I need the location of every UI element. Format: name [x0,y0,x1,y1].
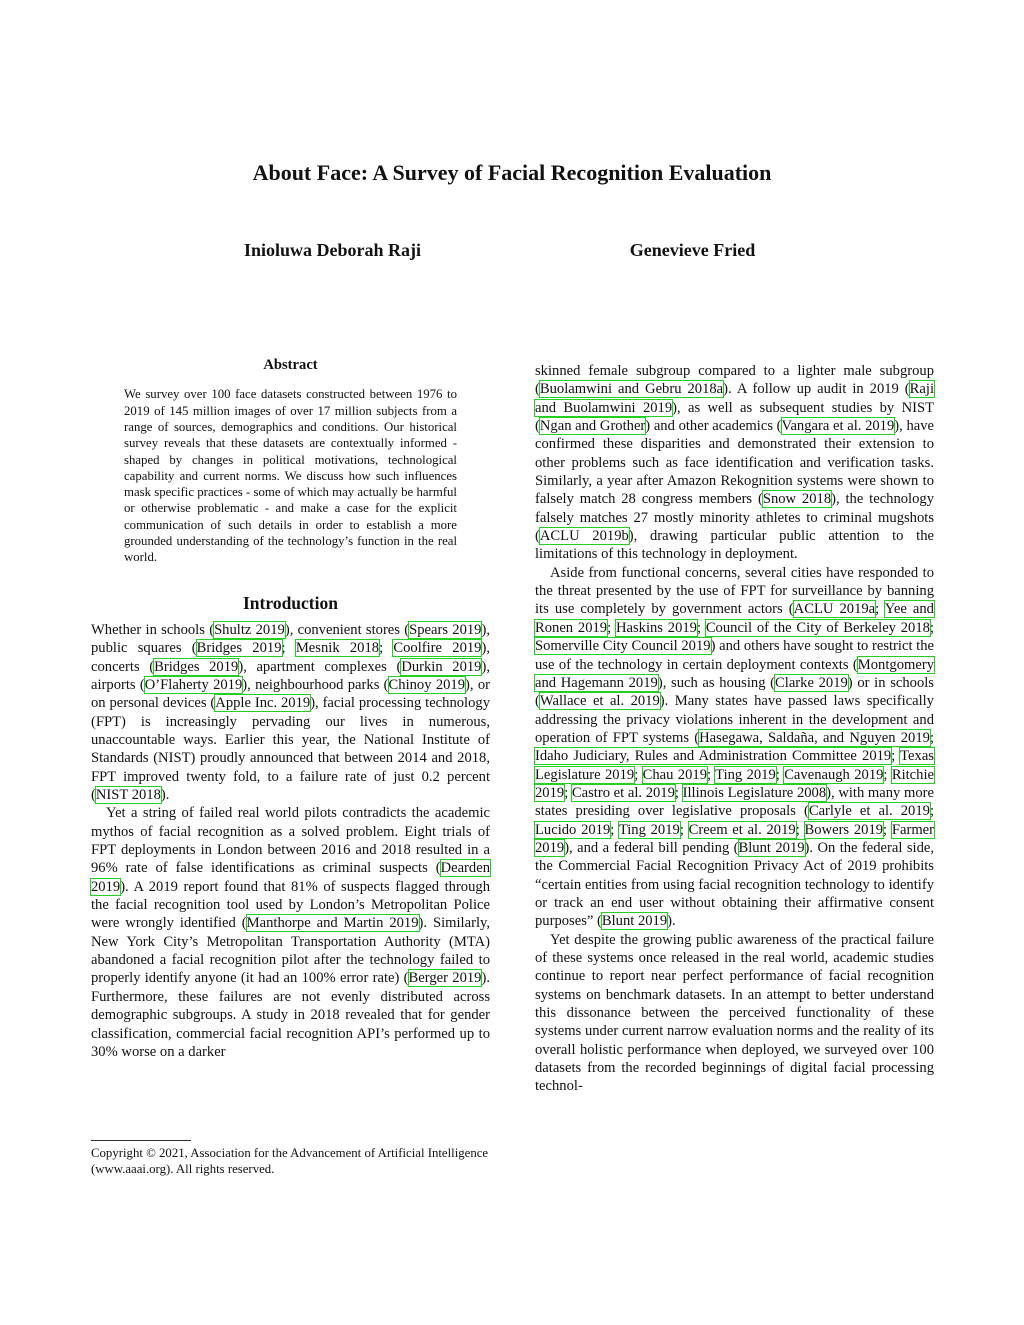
author-name: Inioluwa Deborah Raji [243,240,422,260]
citation-link[interactable]: NIST 2018 [95,787,161,804]
citation-link[interactable]: Manthorpe and Martin 2019 [246,915,419,932]
body-paragraph: Aside from functional concerns, several cities have responded to the threat presented by the use of FPT for surveillance by banning its use completely by government actors (ACLU 2019a; Yee and Ronen 2019; Haskins 2019; Council of the City of Berkeley 2018; Somerville City Council 2019) and others have sought to restrict the use of the technology in certain deployment contexts (Montgomery and Hagemann 2019), such as housing (Clarke 2019) or in schools (Wallace et al. 2019). Many states have passed laws specifically addressing the privacy violations inherent in the development and operation of FPT systems (Hasegawa, Saldaña, and Nguyen 2019; Idaho Judiciary, Rules and Administration Committee 2019; Texas Legislature 2019; Chau 2019; Ting 2019; Cavenaugh 2019; Ritchie 2019; Castro et al. 2019; Illinois Legislature 2008), with many more states presiding over legislative proposals (Carlyle et al. 2019; Lucido 2019; Ting 2019; Creem et al. 2019; Bowers 2019; Farmer 2019), and a federal bill pending (Blunt 2019). On the federal side, the Commercial Facial Recognition Privacy Act of 2019 prohibits “certain entities from using facial recognition technology to identify or track an end user without obtaining their affirmative consent purposes” (Blunt 2019). [535,564,935,930]
citation-link[interactable]: Durkin 2019 [401,658,482,675]
citation-link[interactable]: ACLU 2019b [539,528,629,545]
citation-link[interactable]: Raji and Buolamwini 2019 [535,381,934,416]
citation-link[interactable]: Blunt 2019 [601,913,668,930]
citation-link[interactable]: Castro et al. 2019 [571,784,675,801]
citation-link[interactable]: Bridges 2019 [154,658,239,675]
citation-link[interactable]: O’Flaherty 2019 [144,676,243,693]
author-name: Genevieve Fried [629,240,756,260]
citation-link[interactable]: Berger 2019 [408,970,482,987]
citation-link[interactable]: Creem et al. 2019 [688,821,796,838]
citation-link[interactable]: Dearden 2019 [91,860,490,895]
body-paragraph: skinned female subgroup compared to a lighter male subgroup (Buolamwini and Gebru 2018a). A follow up audit in 2019 (Raji and Buolamwini 2019), as well as subsequent studies by NIST (Ngan and Grother) and other academics (Vangara et al. 2019), have confirmed these disparities and demonstrated their extension to other problems such as face identification and verification tasks. Similarly, a year after Amazon Rekognition systems were shown to falsely match 28 congress members (Snow 2018), the technology falsely matches 27 mostly minority athletes to criminal mugshots (ACLU 2019b), drawing particular public attention to the limitations of this technology in deployment. [535,363,935,563]
body-paragraph: Yet despite the growing public awareness of the practical failure of these systems once released in the real world, academic studies continue to report near perfect performance of facial recognition systems on benchmark datasets. In an attempt to better understand this dissonance between the perceived functionality of these systems under current narrow evaluation norms and the reality of its overall holistic performance when deployed, we surveyed over 100 datasets from the recorded beginnings of digital facial processing technol- [535,931,934,1095]
citation-link[interactable]: Vangara et al. 2019 [781,418,895,435]
intro-paragraph: Whether in schools (Shultz 2019), convenient stores (Spears 2019), public squares (Bridges 2019; Mesnik 2018; Coolfire 2019), concerts (Bridges 2019), apartment complexes (Durkin 2019), airports (O’Flaherty 2019), neighbourhood parks (Chinoy 2019), or on personal devices (Apple Inc. 2019), facial processing technology (FPT) is increasingly pervading our lives in numerous, unaccountable ways. Earlier this year, the National Institute of Standards (NIST) proudly announced that between 2014 and 2018, FPT improved twenty fold, to a failure rate of just 0.2 percent (NIST 2018). [91,621,490,804]
citation-link[interactable]: Montgomery and Hagemann 2019 [535,656,934,691]
citation-link[interactable]: Buolamwini and Gebru 2018a [539,381,724,398]
section-heading-introduction: Introduction [243,592,338,613]
right-column [535,362,934,1096]
citation-link[interactable]: Clarke 2019 [775,674,848,691]
footnote-rule [91,1140,191,1141]
citation-link[interactable]: Carlyle et al. 2019 [808,803,930,820]
citation-link[interactable]: Bowers 2019 [804,821,884,838]
citation-link[interactable]: Spears 2019 [409,621,482,638]
citation-link[interactable]: Chinoy 2019 [388,676,466,693]
abstract-heading: Abstract [263,357,318,373]
citation-link[interactable]: ACLU 2019a [793,601,876,618]
citation-link[interactable]: Texas Legislature 2019 [535,748,934,783]
citation-link[interactable]: Shultz 2019 [214,621,285,638]
citation-link[interactable]: Snow 2018 [762,491,832,508]
citation-link[interactable]: Wallace et al. 2019 [539,693,660,710]
citation-link[interactable]: Idaho Judiciary, Rules and Administration Committee 2019 [535,748,892,765]
citation-link[interactable]: Ting 2019 [618,821,680,838]
citation-link[interactable]: Council of the City of Berkeley 2018 [705,619,930,636]
citation-link[interactable]: Lucido 2019 [535,821,611,838]
abstract-text: We survey over 100 face datasets constructed between 1976 to 2019 of 145 million images of over 17 million subjects from a range of sources, demographics and conditions. Our historical survey reveals that these datasets are contextually informed - shaped by changes in political motivations, technological capability and current norms. We discuss how such influences mask specific practices - some of which may actually be harmful or otherwise problematic - and make a case for the explicit communication of such details in order to establish a more grounded understanding of the technology’s function in the real world. [124,387,457,565]
citation-link[interactable]: Haskins 2019 [615,619,697,636]
citation-link[interactable]: Blunt 2019 [738,839,805,856]
intro-paragraph: Yet a string of failed real world pilots contradicts the academic mythos of facial recognition as a solved problem. Eight trials of FPT deployments in London between 2016 and 2018 resulted in a 96% rate of false identifications as criminal suspects (Dearden 2019). A 2019 report found that 81% of suspects flagged through the facial recognition tool used by London’s Metropolitan Police were wrongly identified (Manthorpe and Martin 2019). Similarly, New York City’s Metropolitan Transportation Authority (MTA) abandoned a facial recognition pilot after the technology failed to properly identify anyone (it had an 100% error rate) (Berger 2019). Furthermore, these failures are not evenly distributed across demographic subgroups. A study in 2018 revealed that for gender classification, commercial facial recognition API’s performed up to 30% worse on a darker [91,805,490,1060]
citation-link[interactable]: Coolfire 2019 [393,640,482,657]
citation-link[interactable]: Yee and Ronen 2019 [535,601,934,636]
citation-link[interactable]: Illinois Legislature 2008 [682,784,827,801]
citation-link[interactable]: Mesnik 2018 [295,640,380,657]
left-column [91,356,490,1061]
citation-link[interactable]: Apple Inc. 2019 [215,695,311,712]
citation-link[interactable]: Hasegawa, Saldaña, and Nguyen 2019 [699,729,930,746]
citation-link[interactable]: Ngan and Grother [539,418,646,435]
citation-link[interactable]: Ritchie 2019 [535,766,934,801]
citation-link[interactable]: Bridges 2019 [196,640,282,657]
citation-link[interactable]: Cavenaugh 2019 [784,766,884,783]
copyright-footnote [91,1140,490,1178]
paper-title: About Face: A Survey of Facial Recognition Evaluation [252,160,772,185]
citation-link[interactable]: Somerville City Council 2019 [535,638,711,655]
citation-link[interactable]: Chau 2019 [642,766,707,783]
copyright-text: Copyright © 2021, Association for the Advancement of Artificial Intelligence (www.aaai.org). All rights reserved. [91,1146,489,1177]
citation-link[interactable]: Farmer 2019 [535,821,935,856]
citation-link[interactable]: Ting 2019 [715,766,776,783]
